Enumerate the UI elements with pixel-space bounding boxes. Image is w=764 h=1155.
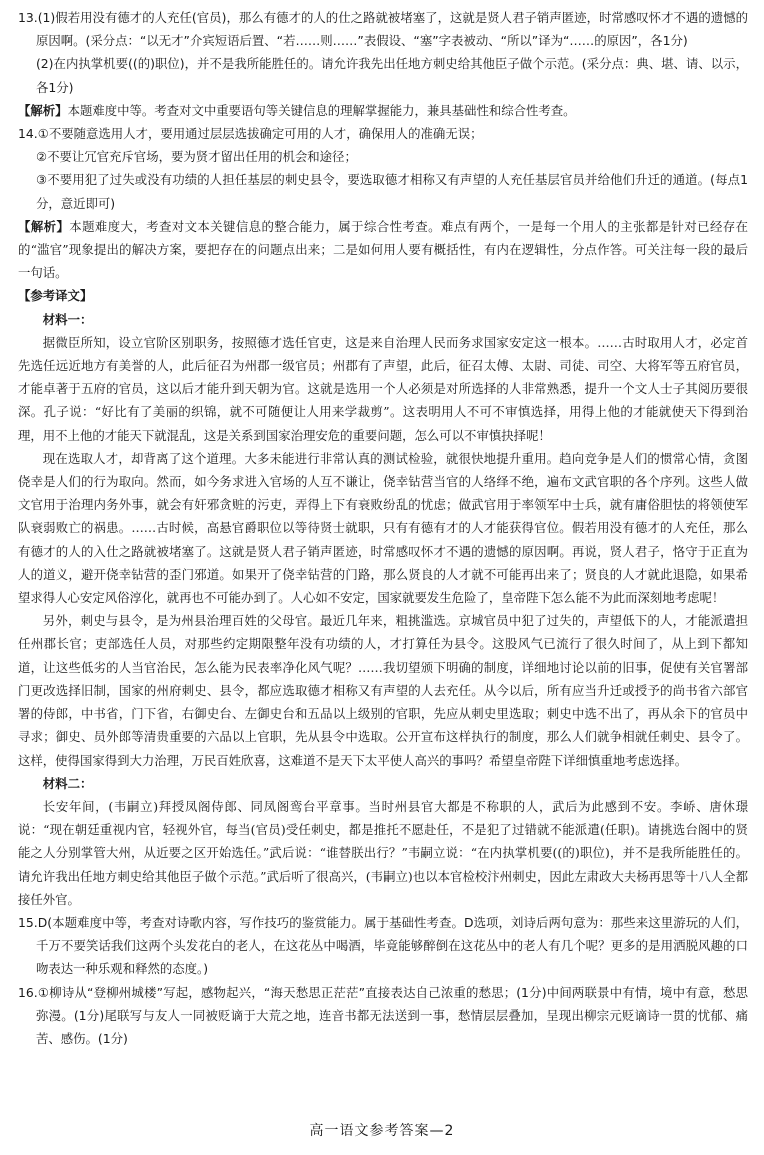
q14-item1	[18, 122, 748, 145]
q13-analysis	[18, 99, 748, 122]
q13-part2: (2)在内执掌机要((的)职位)，并不是我所能胜任的。请允许我先出任地方刺史给其他臣子做个示范。(采分点：典、堪、请、以示，各1分)	[35, 56, 748, 95]
answer-page	[18, 6, 748, 1050]
q13-part1	[18, 6, 748, 52]
q16-text: ①柳诗从“登柳州城楼”写起，感物起兴，“海天愁思正茫茫”直接表达自己浓重的愁思；(1分)中间两联景中有情，境中有意，愁思弥漫。(1分)尾联写与友人一同被贬谪于大荒之地，连音书都无法送到一事，愁情层层叠加，呈现出柳宗元贬谪诗一贯的忧郁、痛苦、感伤。(1分)	[35, 984, 748, 1046]
q16-answer	[18, 981, 748, 1051]
q15-number: 15.	[18, 914, 38, 930]
material-one-paragraph-1: 据微臣所知，设立官阶区别职务，按照德才选任官吏，这是来自治理人民而务求国家安定这一根本。……古时取用人才，必定首先选任远近地方有美誉的人，此后征召为州郡一级官员；州郡有了声望，此后，征召太傅、太尉、司徒、司空、大将军等五府官员，才能卓著于五府的官员，这以后才能升到天朝为官。这就是选用一个人必须是对所选择的人非常熟悉，提升一个文人士子其阅历要很深。孔子说：“好比有了美丽的织锦，就不可随便让人用来学裁剪”。这表明用人不可不审慎选择，用得上他的才能就使天下得到治理，用不上他的才能天下就混乱，这是关系到国家治理安危的重要问题，怎么可以不审慎抉择呢！	[18, 334, 748, 443]
q14-item3: ③不要用犯了过失或没有功绩的人担任基层的刺史县令，要选取德才相称又有声望的人充任基层官员并给他们升迁的通道。(每点1分，意近即可)	[35, 172, 748, 211]
page-footer: 高一语文参考答案—2	[309, 1123, 455, 1139]
q14-number: 14.	[18, 126, 38, 142]
q14-item1-text: ①不要随意选用人才，要用通过层层选拔确定可用的人才，确保用人的准确无误；	[37, 126, 483, 142]
material-one-paragraph-3: 另外，刺史与县令，是为州县治理百姓的父母官。最近几年来，粗挑滥选。京城官员中犯了过失的，声望低下的人，才能派遣担任州郡长官；吏部选任人员，对那些约定期限整年没有功绩的人，才打算任为县令。这股风气已流行了很久时间了，从上到下都知道，让这些低劣的人当官治民，怎么能为民表率净化风气呢？……我切望颁下明确的制度，详细地讨论以前的旧事，促使有关官署部门更改选择旧制，国家的州府刺史、县令，都应选取德才相称又有声望的人去充任。从今以后，所有应当升迁或授予的尚书省六部官署的侍郎，中书省，门下省，右御史台、左御史台和五品以上级别的官职，先应从刺史里选取；刺史中选不出了，再从余下的官员中寻求；御史、员外郎等清贵重要的六品以上官职，先从县令中选取。公开宣布这样执行的制度，那么人们就争相就任刺史、县令了。这样，使得国家得到大力治理，万民百姓欣喜，这难道不是天下太平使人高兴的事吗？希望皇帝陛下详细慎重地考虑选择。	[18, 613, 748, 768]
q14-item2: ②不要让冗官充斥官场，要为贤才留出任用的机会和途径；	[35, 149, 357, 165]
q14-analysis-text: 本题难度大，考查对文本关键信息的整合能力，属于综合性考查。难点有两个，一是每一个用人的主张都是针对已经存在的“滥官”现象提出的解决方案，要把存在的问题点出来；二是如何用人要有概括性，有内在逻辑性，分点作答。可关注每一段的最后一句话。	[18, 218, 749, 281]
q16-number: 16.	[18, 984, 38, 1000]
material-one-heading: 材料一：	[42, 311, 93, 327]
q13-analysis-label: 【解析】	[18, 102, 68, 118]
q15-answer	[18, 911, 748, 981]
translation-heading: 【参考译文】	[18, 288, 93, 304]
q14-analysis	[18, 215, 748, 285]
material-two-heading: 材料二：	[42, 775, 93, 791]
material-two-paragraph-1: 长安年间，(韦嗣立)拜授凤阁侍郎、同凤阁鸾台平章事。当时州县官大都是不称职的人，武后为此感到不安。李峤、唐休璟说：“现在朝廷重视内官，轻视外官，每当(官员)受任刺史，都是推托不愿赴任，不是犯了过错就不能派遣(任职)。请挑选台阁中的贤能之人分别掌管大州，从近要之区开始选任。”武后说：“谁替朕出行？”韦嗣立说：“在内执掌机要((的)职位)，并不是我所能胜任的。请允许我出任地方刺史给其他臣子做个示范。”武后听了很高兴，(韦嗣立)也以本官检校汴州刺史，因此左肃政大夫杨再思等十八人全都接任外官。	[18, 798, 748, 907]
q14-analysis-label: 【解析】	[18, 218, 70, 234]
q13-analysis-text: 本题难度中等。考查对文中重要语句等关键信息的理解掌握能力，兼具基础性和综合性考查。	[67, 102, 576, 118]
q13-part1-text: (1)假若用没有德才的人充任(官员)，那么有德才的人的仕之路就被堵塞了，这就是贤人君子销声匿迹，时常感叹怀才不遇的遗憾的原因啊。(采分点：“以无才”介宾短语后置、“若……则……”表假设、“塞”字表被动、“所以”译为“……的原因”，各1分)	[35, 10, 748, 49]
material-one-paragraph-2: 现在选取人才，却背离了这个道理。大多未能进行非常认真的测试检验，就很快地提升重用。趋向竞争是人们的惯常心情，贪图侥幸是人们的行为取向。然而，如今务求进入官场的人互不谦让，侥幸钻营当官的人络绎不绝，遍布文武官职的各个序列。这些人做文官用于治理内务外事，就会有奸邪贪赃的污吏，弄得上下有衰败纷乱的忧虑；做武官用于率领军中士兵，就有庸俗胆怯的将领使军队衰弱败亡的祸患。……古时候，高悬官爵职位以等待贤士就职，只有有德有才的人才能获得官位。假若用没有德才的人充任，那么有德才的人的入仕之路就被堵塞了。这就是贤人君子销声匿迹，时常感叹怀才不遇的遗憾的原因啊。再说，贤人君子，恪守于正直为人的道义，避开侥幸钻营的歪门邪道。如果开了侥幸钻营的门路，那么贤良的人才就不可能再出来了；贤良的人才就此退隐，如果希望求得人心安定风俗淳化，就再也不可能办到了。人心如不安定，国家就要发生危险了，皇帝陛下怎么能不为此而深刻地考虑呢！	[18, 450, 748, 606]
q15-text: D(本题难度中等，考查对诗歌内容，写作技巧的鉴赏能力。属于基础性考查。D选项，刘诗后两句意为：那些来这里游玩的人们，千万不要笑话我们这两个头发花白的老人，在这花丛中喝酒，毕竟能够醉倒在这花丛中的老人有几个呢？更多的是用洒脱风趣的口吻表达一种乐观和释然的态度。)	[35, 914, 748, 977]
q13-number: 13.	[18, 10, 38, 25]
